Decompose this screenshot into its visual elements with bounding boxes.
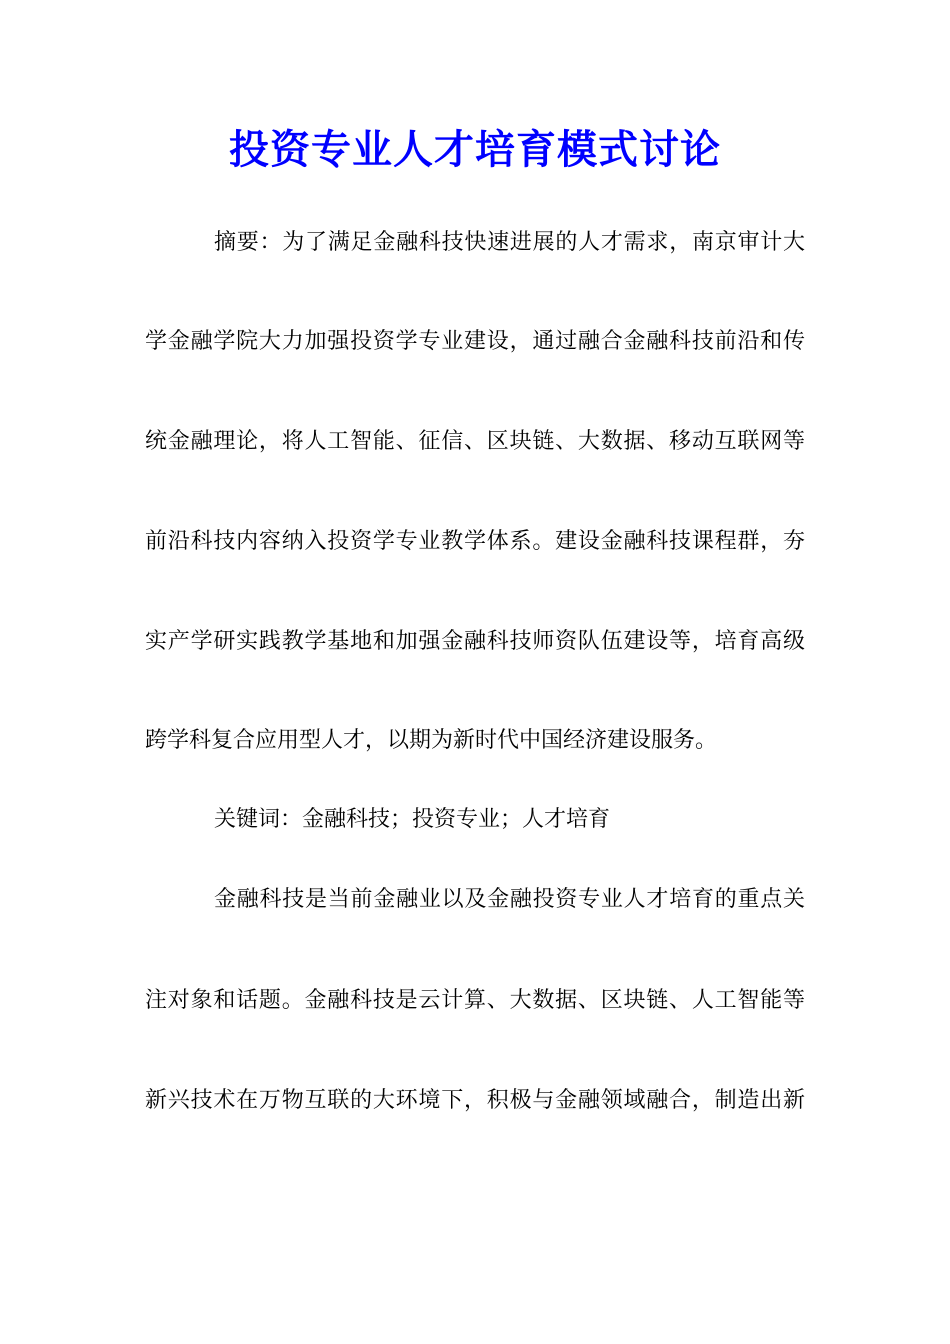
keywords-line: 关键词：金融科技；投资专业；人才培育 [214, 807, 611, 832]
abstract-line-2: 学金融学院大力加强投资学专业建设，通过融合金融科技前沿和传 [145, 329, 805, 354]
abstract-line-4: 前沿科技内容纳入投资学专业教学体系。建设金融科技课程群，夯 [145, 529, 805, 554]
abstract-line-1: 摘要：为了满足金融科技快速进展的人才需求，南京审计大 [214, 230, 805, 255]
abstract-line-5: 实产学研实践教学基地和加强金融科技师资队伍建设等，培育高级 [145, 629, 805, 654]
body-line-2: 注对象和话题。金融科技是云计算、大数据、区块链、人工智能等 [145, 988, 805, 1013]
abstract-line-6: 跨学科复合应用型人才，以期为新时代中国经济建设服务。 [145, 728, 718, 753]
body-line-1: 金融科技是当前金融业以及金融投资专业人才培育的重点关 [214, 887, 805, 912]
abstract-line-3: 统金融理论，将人工智能、征信、区块链、大数据、移动互联网等 [145, 429, 805, 454]
document-title: 投资专业人才培育模式讨论 [229, 126, 721, 173]
body-line-3: 新兴技术在万物互联的大环境下，积极与金融领域融合，制造出新 [145, 1088, 805, 1113]
